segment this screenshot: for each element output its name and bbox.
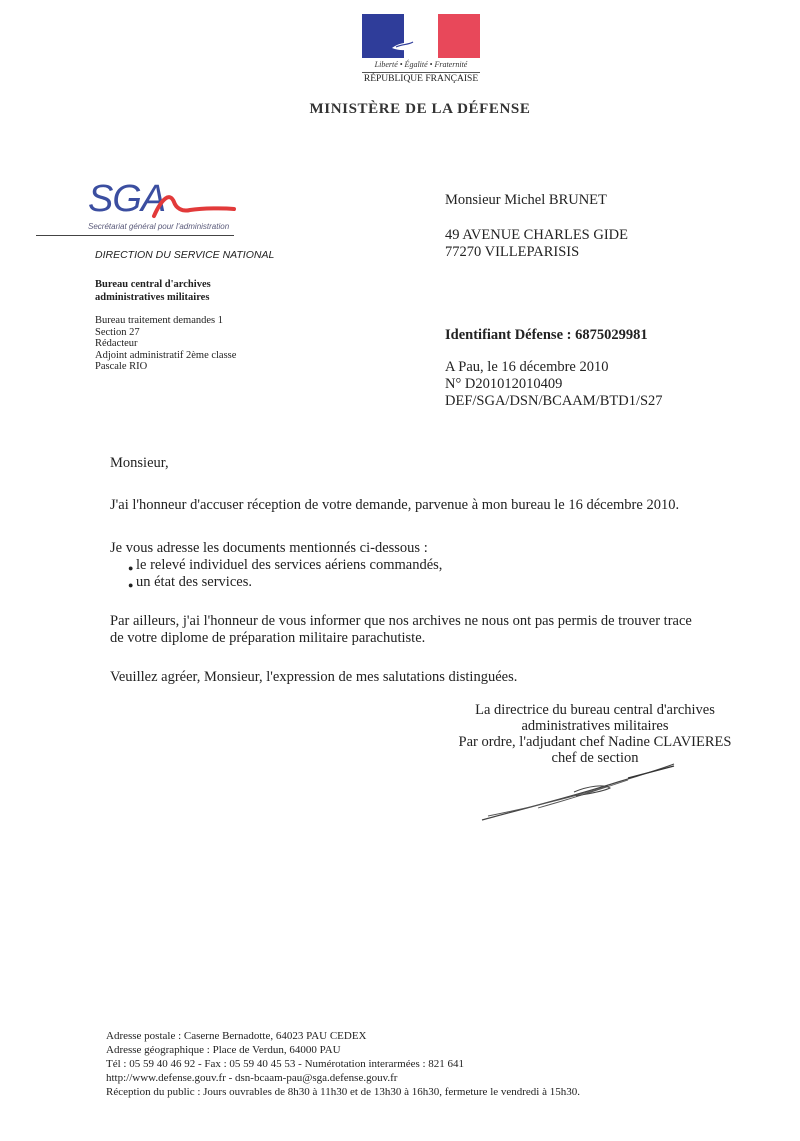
footer-line: Réception du public : Jours ouvrables de 8h30 à 11h30 et de 13h30 à 16h30, fermeture le vendredi à 15h30. [106, 1086, 580, 1098]
acknowledgement-paragraph: J'ai l'honneur d'accuser réception de votre demande, parvenue à mon bureau le 16 décembre 2010. [110, 497, 680, 513]
archives-line: de votre diplome de préparation militaire parachutiste. [110, 630, 426, 646]
list-item: ● un état des services. [110, 574, 760, 591]
bureau-line: administratives militaires [95, 292, 210, 303]
place-date: A Pau, le 16 décembre 2010 [445, 359, 609, 375]
signature-line: Par ordre, l'adjudant chef Nadine CLAVIERES [458, 734, 732, 750]
signature-line: chef de section [551, 750, 639, 766]
republic-name: RÉPUBLIQUE FRANÇAISE [363, 74, 479, 84]
ministry-title: MINISTÈRE DE LA DÉFENSE [309, 101, 531, 117]
signature-block [440, 702, 750, 766]
marianne-logo [362, 14, 480, 86]
sender-direction: DIRECTION DU SERVICE NATIONAL [95, 249, 275, 261]
footer-line: Tél : 05 59 40 46 92 - Fax : 05 59 40 45 53 - Numérotation interarmées : 821 641 [106, 1058, 465, 1070]
sga-logo [84, 178, 254, 236]
footer-contact [106, 1029, 580, 1099]
service-line: Rédacteur [95, 338, 138, 349]
sga-logo-subtitle: Secrétariat général pour l'administration [88, 222, 230, 231]
recipient-address-line: 49 AVENUE CHARLES GIDE [445, 227, 628, 243]
letter-references [445, 359, 663, 410]
documents-list [110, 557, 760, 591]
sender-bureau [95, 278, 211, 304]
sga-swoosh-icon [84, 178, 254, 224]
bureau-line: Bureau central d'archives [95, 279, 211, 290]
reference-number: N° D201012010409 [445, 376, 563, 392]
defense-identifier: Identifiant Défense : 6875029981 [445, 327, 648, 343]
sga-logo-text: SGA [88, 178, 166, 220]
service-line: Bureau traitement demandes 1 [95, 315, 223, 326]
recipient-name: Monsieur Michel BRUNET [445, 192, 607, 208]
signature-line: administratives militaires [521, 718, 669, 734]
header-divider [36, 235, 234, 236]
list-item: ● le relevé individuel des services aériens commandés, [110, 557, 760, 574]
handwritten-signature-icon [478, 758, 678, 824]
salutation: Monsieur, [110, 455, 169, 471]
footer-line: Adresse géographique : Place de Verdun, 64000 PAU [106, 1044, 341, 1056]
service-line: Pascale RIO [95, 361, 148, 372]
republic-motto: Liberté • Égalité • Fraternité [374, 60, 468, 69]
reference-code: DEF/SGA/DSN/BCAAM/BTD1/S27 [445, 393, 663, 409]
archives-line: Par ailleurs, j'ai l'honneur de vous informer que nos archives ne nous ont pas permis de trouver trace [110, 613, 692, 629]
service-line: Adjoint administratif 2ème classe [95, 349, 237, 361]
letter-body [110, 455, 760, 686]
sender-service [95, 315, 236, 373]
archives-paragraph [110, 613, 760, 647]
recipient-address-line: 77270 VILLEPARISIS [445, 244, 580, 260]
recipient-block [445, 192, 628, 261]
signature-line: La directrice du bureau central d'archives [475, 702, 715, 718]
closing-formula: Veuillez agréer, Monsieur, l'expression de mes salutations distinguées. [110, 669, 518, 685]
service-line: Section 27 [95, 326, 140, 338]
marianne-flag-icon [362, 14, 480, 58]
documents-intro: Je vous adresse les documents mentionnés ci-dessous : [110, 540, 428, 556]
footer-line: Adresse postale : Caserne Bernadotte, 64023 PAU CEDEX [106, 1030, 367, 1042]
footer-line: http://www.defense.gouv.fr - dsn-bcaam-pau@sga.defense.gouv.fr [106, 1072, 398, 1084]
